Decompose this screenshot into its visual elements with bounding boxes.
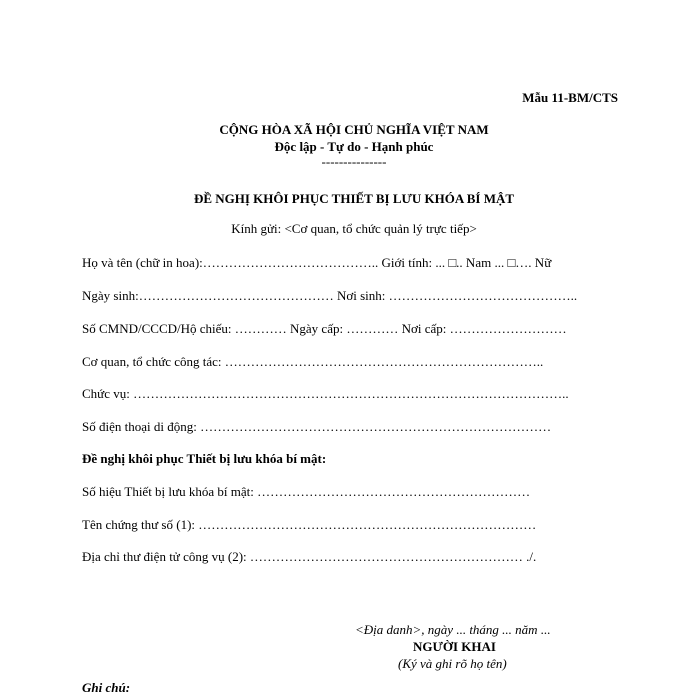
phone-field: Số điện thoại di động: ………………………………………………………………………: [82, 419, 552, 434]
birth-field: Ngày sinh:……………………………………… Nơi sinh: ……………………………………..: [82, 288, 578, 303]
signature-instruction: (Ký và ghi rõ họ tên): [398, 656, 507, 671]
form-title: ĐỀ NGHỊ KHÔI PHỤC THIẾT BỊ LƯU KHÓA BÍ MẬT: [193, 191, 515, 206]
note-label: Ghi chú:: [82, 680, 131, 695]
email-field: Địa chỉ thư điện tử công vụ (2): ……………………………………………………… ./.: [82, 549, 537, 564]
nation-header: CỘNG HÒA XÃ HỘI CHỦ NGHĨA VIỆT NAM: [219, 122, 489, 137]
full-name-field: Họ và tên (chữ in hoa):………………………………….. Giới tính: ... □.. Nam ... □…. Nữ: [82, 255, 552, 270]
section-heading: Đề nghị khôi phục Thiết bị lưu khóa bí mật:: [82, 451, 327, 466]
id-card-field: Số CMND/CCCD/Hộ chiếu: ………… Ngày cấp: ………… Nơi cấp: ………………………: [82, 321, 567, 336]
cert-name-field: Tên chứng thư số (1): ……………………………………………………………………: [82, 517, 537, 532]
recipient-line: Kính gửi: <Cơ quan, tổ chức quản lý trực tiếp>: [231, 221, 477, 236]
signer-role: NGƯỜI KHAI: [413, 639, 496, 654]
organization-field: Cơ quan, tổ chức công tác: ………………………………………………………………..: [82, 354, 544, 369]
device-serial-field: Số hiệu Thiết bị lưu khóa bí mật: ………………………………………………………: [82, 484, 531, 499]
motto: Độc lập - Tự do - Hạnh phúc: [274, 139, 434, 154]
header-separator: ---------------: [321, 154, 387, 169]
place-date: <Địa danh>, ngày ... tháng ... năm ...: [355, 622, 551, 637]
form-code: Mẫu 11-BM/CTS: [522, 90, 618, 105]
position-field: Chức vụ: ………………………………………………………………………………………..: [82, 386, 569, 401]
